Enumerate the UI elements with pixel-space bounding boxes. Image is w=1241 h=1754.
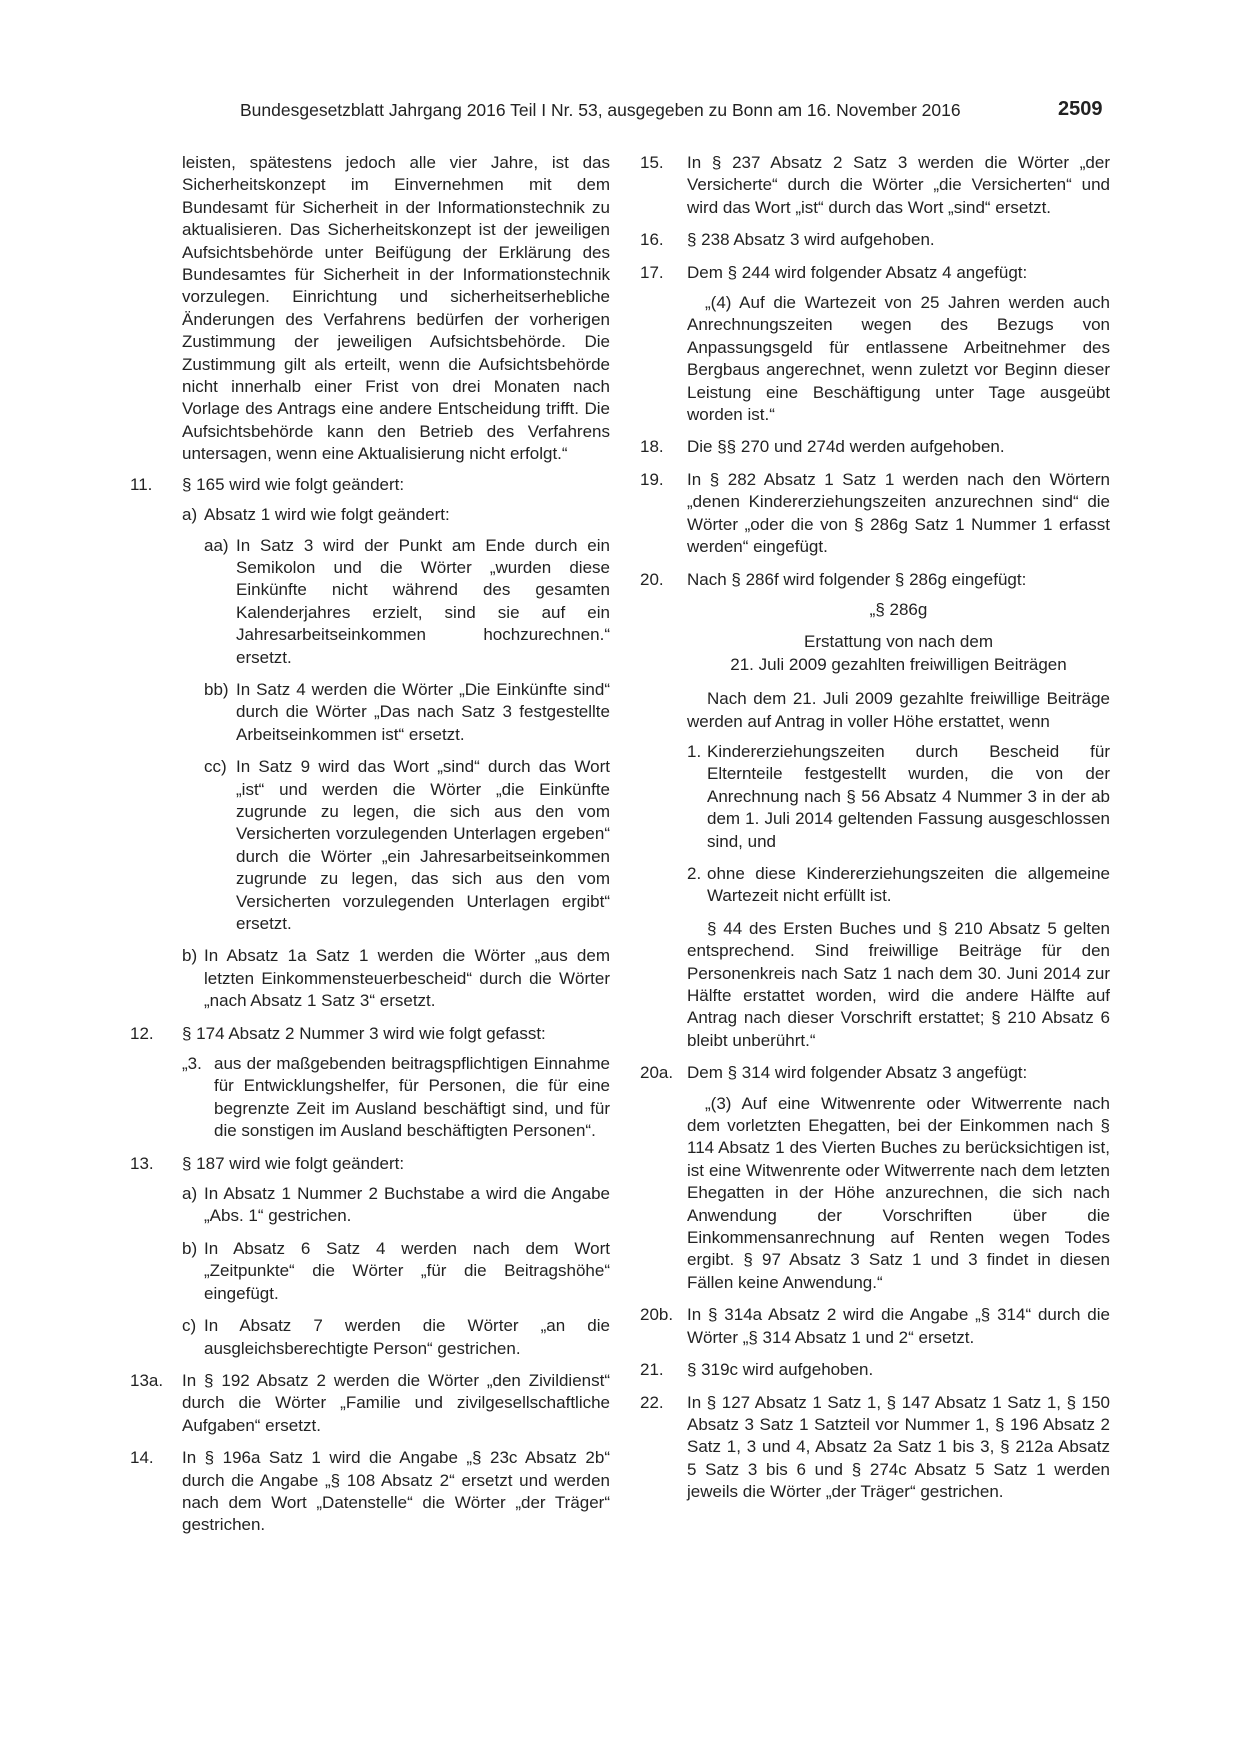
left-column <box>130 152 610 1547</box>
item-number: 14. <box>130 1448 154 1468</box>
section-heading <box>687 599 1110 676</box>
subitem-text: Absatz 1 wird wie folgt geändert: <box>204 505 450 525</box>
item-text: Die §§ 270 und 274d werden aufgehoben. <box>687 437 1005 457</box>
subitem-label: c) <box>182 1316 197 1336</box>
subitem-bb <box>204 679 610 746</box>
item-text: § 238 Absatz 3 wird aufgehoben. <box>687 230 935 250</box>
item-number: 13a. <box>130 1370 164 1390</box>
item-text: In § 192 Absatz 2 werden die Wörter „den Zivildienst“ durch die Wörter „Familie und zivilgesellschaftliche Aufgaben“ ersetzt. <box>182 1370 610 1435</box>
item-text: Nach § 286f wird folgender § 286g eingefügt: <box>687 569 1027 589</box>
running-head: Bundesgesetzblatt Jahrgang 2016 Teil I Nr. 53, ausgegeben zu Bonn am 16. November 2016 <box>240 100 961 120</box>
item-text: In § 314a Absatz 2 wird die Angabe „§ 314“ durch die Wörter „§ 314 Absatz 1 und 2“ ersetzt. <box>687 1305 1110 1347</box>
item-20b <box>640 1304 1110 1349</box>
section-title-line-2: 21. Juli 2009 gezahlten freiwilligen Beiträgen <box>730 654 1067 674</box>
item-number: 20a. <box>640 1063 674 1083</box>
item-number: 22. <box>640 1392 664 1412</box>
item-text: Dem § 244 wird folgender Absatz 4 angefügt: <box>687 262 1028 282</box>
item-14 <box>130 1447 610 1537</box>
subitem-text: In Satz 9 wird das Wort „sind“ durch das Wort „ist“ und werden die Wörter „die Einkünfte zugrunde zu legen, die sich aus den vom Versicherten vorzulegenden Unterlagen ergeben“ durch die Wörter „ein Jahresarbeitseinkommen zugrunde zu legen, das sich aus den vom Versicherten vorzulegenden Unterlagen ergibt“ ersetzt. <box>236 757 610 933</box>
subitem-text: ohne diese Kindererziehungszeiten die allgemeine Wartezeit nicht erfüllt ist. <box>707 863 1110 906</box>
subitem-text: In Satz 4 werden die Wörter „Die Einkünfte sind“ durch die Wörter „Das nach Satz 3 festgestellte Arbeitseinkommen ist“ ersetzt. <box>236 679 610 744</box>
quoted-paragraph: „(4) Auf die Wartezeit von 25 Jahren werden auch Anrechnungszeiten wegen des Bezugs von Anpassungsgeld für entlassene Arbeitnehmer des Bergbaus angerechnet, wenn zuletzt vor Beginn dieser Leistung eine Beschäftigung unter Tage ausgeübt worden ist.“ <box>687 293 1110 425</box>
quoted-number-3 <box>182 1053 610 1143</box>
section-number-1 <box>687 741 1110 853</box>
subitem-label: „3. <box>182 1054 202 1074</box>
item-text: Dem § 314 wird folgender Absatz 3 angefügt: <box>687 1063 1028 1083</box>
subitem-text: Kindererziehungszeiten durch Bescheid für Elternteile festgestellt wurden, die von der Anrechnung nach § 56 Absatz 4 Nummer 3 in der ab dem 1. Juli 2014 geltenden Fassung ausgeschlossen sind, und <box>707 741 1110 851</box>
item-22 <box>640 1392 1110 1504</box>
subitem-a <box>182 504 610 935</box>
item-number: 21. <box>640 1360 664 1380</box>
subitem-label: 2. <box>687 863 702 883</box>
item-17 <box>640 262 1110 427</box>
item-text: § 319c wird aufgehoben. <box>687 1360 874 1380</box>
item-20 <box>640 569 1110 1053</box>
subitem-c <box>182 1315 610 1360</box>
subitem-text: In Satz 3 wird der Punkt am Ende durch ein Semikolon und die Wörter „wurden diese Einkünfte nicht während des gesamten Kalenderjahres erzielt, sind sie auf ein Jahresarbeitseinkommen hochzurechnen.“ ersetzt. <box>236 535 610 667</box>
item-number: 13. <box>130 1153 154 1173</box>
right-column <box>640 152 1110 1514</box>
subitem-label: a) <box>182 505 198 525</box>
page-number: 2509 <box>1058 98 1103 120</box>
item-text: § 187 wird wie folgt geändert: <box>182 1153 405 1173</box>
item-number: 19. <box>640 469 664 489</box>
item-11 <box>130 474 610 1013</box>
item-text: § 174 Absatz 2 Nummer 3 wird wie folgt gefasst: <box>182 1023 546 1043</box>
subitem-text: In Absatz 1 Nummer 2 Buchstabe a wird die Angabe „Abs. 1“ gestrichen. <box>204 1184 610 1226</box>
subitem-text: In Absatz 1a Satz 1 werden die Wörter „aus dem letzten Einkommensteuerbescheid“ durch die Wörter „nach Absatz 1 Satz 3“ ersetzt. <box>204 946 610 1011</box>
item-number: 12. <box>130 1023 154 1043</box>
section-title-line-1: Erstattung von nach dem <box>803 632 993 652</box>
item-number: 16. <box>640 230 664 250</box>
subitem-label: bb) <box>204 679 229 699</box>
subitem-b <box>182 1238 610 1305</box>
subitem-label: 1. <box>687 741 702 761</box>
subitem-a <box>182 1183 610 1228</box>
item-15 <box>640 152 1110 219</box>
item-19 <box>640 469 1110 559</box>
item-13 <box>130 1153 610 1360</box>
item-number: 18. <box>640 437 664 457</box>
subitem-label: aa) <box>204 535 229 555</box>
subitem-label: a) <box>182 1184 198 1204</box>
item-text: In § 127 Absatz 1 Satz 1, § 147 Absatz 1 Satz 1, § 150 Absatz 3 Satz 1 Satzteil vor Nummer 1, § 196 Absatz 2 Satz 1, 3 und 4, Absatz 2a Satz 1 bis 3, § 212a Absatz 5 Satz 3 bis 6 und § 274c Absatz 5 Satz 1 werden jeweils die Wörter „der Träger“ gestrichen. <box>687 1392 1110 1502</box>
subitem-cc <box>204 756 610 935</box>
subitem-label: cc) <box>204 757 227 777</box>
item-18 <box>640 436 1110 458</box>
item-number: 11. <box>130 474 153 494</box>
subitem-label: b) <box>182 1238 198 1258</box>
subitem-text: In Absatz 6 Satz 4 werden nach dem Wort „Zeitpunkte“ die Wörter „für die Beitragshöhe“ eingefügt. <box>204 1238 610 1303</box>
item-number: 20b. <box>640 1305 674 1325</box>
subitem-text: aus der maßgebenden beitragspflichtigen Einnahme für Entwicklungshelfer, für Personen, die für eine begrenzte Zeit im Ausland beschäftigt sind, und für die sonstigen im Ausland beschäftigten Personen“. <box>214 1054 610 1141</box>
item-text: In § 196a Satz 1 wird die Angabe „§ 23c Absatz 2b“ durch die Angabe „§ 108 Absatz 2“ ersetzt und werden nach dem Wort „Datenstelle“ die Wörter „der Träger“ gestrichen. <box>182 1448 610 1535</box>
item-text: In § 282 Absatz 1 Satz 1 werden nach den Wörtern „denen Kindererziehungszeiten anzurechnen sind“ die Wörter „oder die von § 286g Satz 1 Nummer 1 erfasst werden“ eingefügt. <box>687 469 1110 557</box>
item-20a <box>640 1062 1110 1294</box>
subitem-b <box>182 945 610 1012</box>
item-12 <box>130 1023 610 1143</box>
item-21 <box>640 1359 1110 1381</box>
subitem-text: In Absatz 7 werden die Wörter „an die ausgleichsberechtigte Person“ gestrichen. <box>204 1316 610 1358</box>
item-number: 20. <box>640 569 664 589</box>
item-number: 17. <box>640 262 664 282</box>
item-16 <box>640 229 1110 251</box>
item-text: § 165 wird wie folgt geändert: <box>182 474 405 494</box>
subitem-aa <box>204 535 610 669</box>
quoted-paragraph: „(3) Auf eine Witwenrente oder Witwerrente nach dem vorletzten Ehegatten, bei der Einkommen nach § 114 Absatz 1 des Vierten Buches zu berücksichtigen ist, ist eine Witwenrente oder Witwerrente nach dem letzten Ehegatten in der Höhe anzurechnen, die sich nach Anwendung der Vorschriften über die Einkommensanrechnung auf Renten wegen Todes ergibt. § 97 Absatz 3 Satz 1 und 3 findet in diesen Fällen keine Anwendung.“ <box>687 1093 1110 1292</box>
section-number: „§ 286g <box>869 599 928 619</box>
item-text: In § 237 Absatz 2 Satz 3 werden die Wörter „der Versicherte“ durch die Wörter „die Versicherten“ und wird das Wort „ist“ durch das Wort „sind“ ersetzt. <box>687 153 1110 217</box>
item-number: 15. <box>640 153 664 172</box>
section-intro: Nach dem 21. Juli 2009 gezahlte freiwillige Beiträge werden auf Antrag in voller Höhe erstattet, wenn <box>687 689 1110 731</box>
subitem-label: b) <box>182 946 198 966</box>
section-number-2 <box>687 863 1110 908</box>
section-closing: § 44 des Ersten Buches und § 210 Absatz 5 gelten entsprechend. Sind freiwillige Beiträge für den Personenkreis nach Satz 1 nach dem 30. Juni 2014 zur Hälfte erstattet worden, wird die andere Hälfte auf Antrag nach dieser Vorschrift erstattet; § 210 Absatz 6 bleibt unberührt.“ <box>687 918 1110 1050</box>
continued-paragraph: leisten, spätestens jedoch alle vier Jahre, ist das Sicherheitskonzept im Einvernehmen mit dem Bundesamt für Sicherheit in der Informationstechnik zu aktualisieren. Das Sicherheitskonzept ist der jeweiligen Aufsichtsbehörde unter Beifügung der Erklärung des Bundesamtes für Sicherheit in der Informationstechnik vorzulegen. Einrichtung und sicherheitserhebliche Änderungen des Verfahrens bedürfen der vorherigen Zustimmung der jeweiligen Aufsichtsbehörde. Die Zustimmung gilt als erteilt, wenn die Aufsichtsbehörde nicht innerhalb einer Frist von drei Monaten nach Vorlage des Antrags eine andere Entscheidung trifft. Die Aufsichtsbehörde kann den Betrieb des Verfahrens untersagen, wenn eine Aktualisierung nicht erfolgt.“ <box>182 153 610 464</box>
page-header <box>0 100 1241 130</box>
item-13a <box>130 1370 610 1437</box>
